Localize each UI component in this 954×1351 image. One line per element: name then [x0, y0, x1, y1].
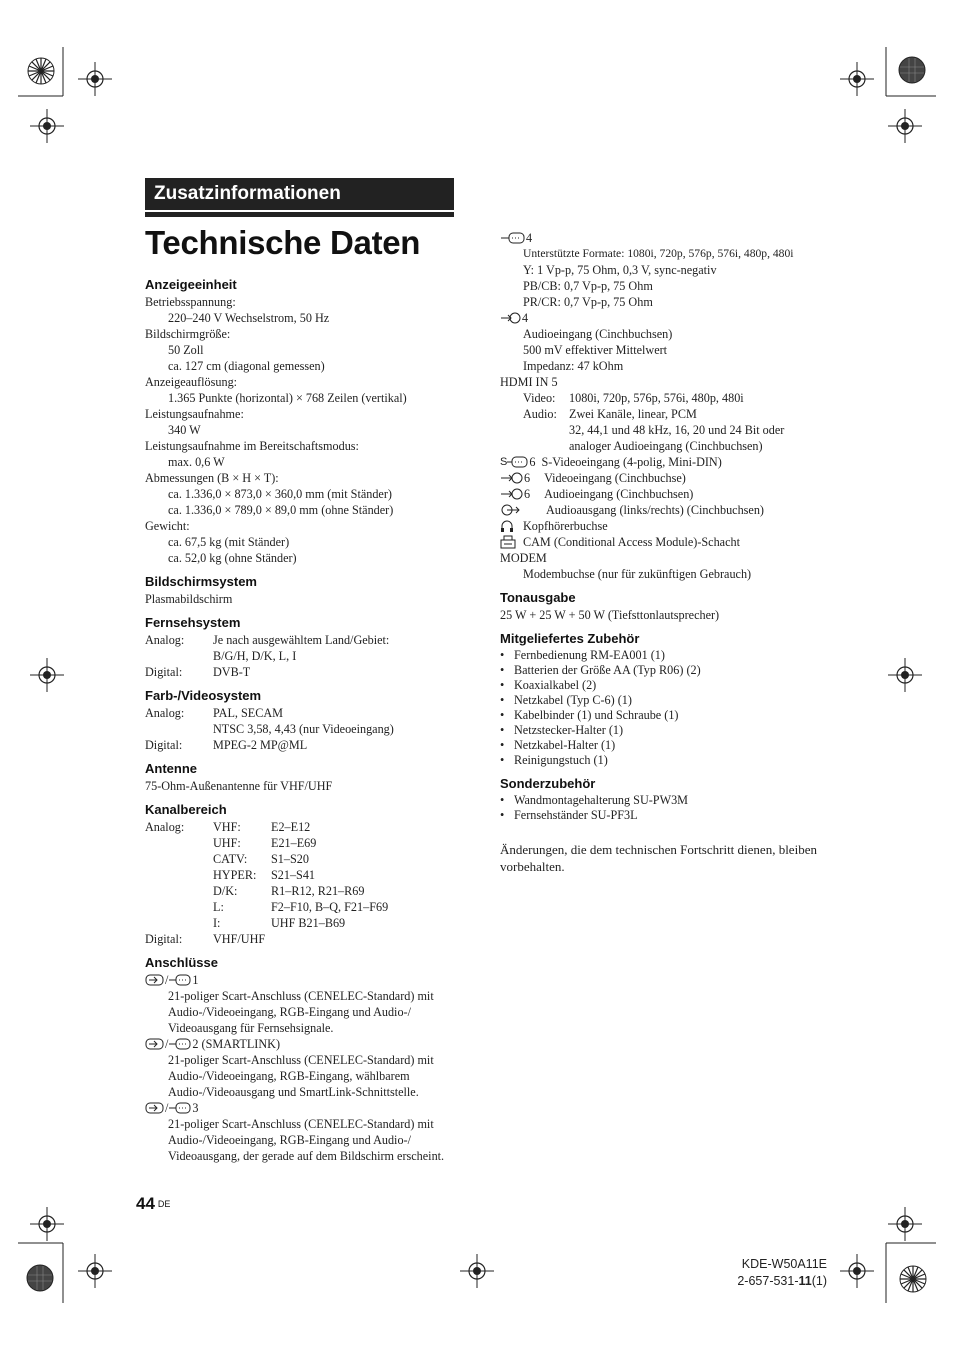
spec-value: 220–240 V Wechselstrom, 50 Hz	[168, 311, 330, 325]
audio-output-icon	[500, 503, 524, 517]
spec-label: Analog:	[145, 706, 185, 720]
spec-label: Video:	[523, 391, 556, 405]
list-item: • Kabelbinder (1) und Schraube (1)	[500, 708, 820, 723]
spec-row	[145, 664, 465, 680]
audio-input-icon	[500, 311, 522, 325]
spec-value: Videoausgang, der gerade auf dem Bildschirm erscheint.	[168, 1149, 445, 1163]
spec-value: Audio-/Videoeingang, RGB-Eingang, wählbarem	[168, 1069, 410, 1083]
spec-row	[145, 931, 465, 947]
spec-value: MPEG-2 MP@ML	[213, 738, 308, 752]
change-note: Änderungen, die dem technischen Fortschritt dienen, bleiben vorbehalten.	[500, 842, 817, 874]
right-column	[500, 230, 820, 875]
spec-value: Modembuchse (nur für zukünftigen Gebrauch)	[523, 567, 752, 581]
spec-label: Leistungsaufnahme:	[145, 407, 244, 421]
spec-value: analoger Audioeingang (Cinchbuchsen)	[569, 439, 763, 453]
spec-value: Unterstützte Formate: 1080i, 720p, 576p, 576i, 480p, 480i	[523, 247, 794, 260]
component-4-label: 4	[500, 230, 820, 246]
channel-row	[145, 915, 465, 931]
spec-value: ca. 127 cm (diagonal gemessen)	[168, 359, 325, 373]
audio-4-label: 4	[500, 310, 820, 326]
spec-value: VHF/UHF	[213, 932, 266, 946]
spec-label: Analog:	[145, 633, 185, 647]
spec-value: B/G/H, D/K, L, I	[213, 649, 297, 663]
scart-icon	[145, 973, 165, 987]
model-info	[737, 1256, 827, 1290]
spec-value: PAL, SECAM	[213, 706, 283, 720]
heading-kanalbereich: Kanalbereich	[145, 802, 227, 817]
band-label: D/K:	[213, 884, 238, 898]
spec-value: 1080i, 720p, 576p, 576i, 480p, 480i	[569, 391, 744, 405]
band-range: F2–F10, B–Q, F21–F69	[271, 900, 389, 914]
channel-row	[145, 835, 465, 851]
spec-label: Abmessungen (B × H × T):	[145, 471, 279, 485]
spec-label: Bildschirmgröße:	[145, 327, 231, 341]
spec-value: Audio-/Videoausgang und SmartLink-Schnittstelle.	[168, 1085, 419, 1099]
spec-value: Audio-/Videoeingang, RGB-Eingang und Audio-/	[168, 1133, 411, 1147]
audio-6-row: 6 Audioeingang (Cinchbuchsen)	[500, 486, 820, 502]
band-range: UHF B21–B69	[271, 916, 346, 930]
spec-label: Gewicht:	[145, 519, 190, 533]
spec-value: PR/CR: 0,7 Vp-p, 75 Ohm	[523, 295, 653, 309]
spec-value: NTSC 3,58, 4,43 (nur Videoeingang)	[213, 722, 394, 736]
spec-value: 75-Ohm-Außenantenne für VHF/UHF	[145, 779, 333, 793]
spec-label: Audio:	[523, 407, 557, 421]
spec-value: Audio-/Videoeingang, RGB-Eingang und Audio-/	[168, 1005, 411, 1019]
list-item: • Wandmontagehalterung SU-PW3M	[500, 793, 820, 808]
list-item: • Netzstecker-Halter (1)	[500, 723, 820, 738]
spec-row	[145, 737, 465, 753]
svideo-icon	[507, 455, 529, 469]
spec-value: Je nach ausgewähltem Land/Gebiet:	[213, 633, 390, 647]
spec-value: ca. 1.336,0 × 789,0 × 89,0 mm (ohne Ständer)	[168, 503, 394, 517]
spec-value: Zwei Kanäle, linear, PCM	[569, 407, 697, 421]
spec-value: DVB-T	[213, 665, 251, 679]
spec-value: 21-poliger Scart-Anschluss (CENELEC-Standard) mit	[168, 989, 434, 1003]
band-label: HYPER:	[213, 868, 257, 882]
list-item: • Batterien der Größe AA (Typ R06) (2)	[500, 663, 820, 678]
heading-tonausgabe: Tonausgabe	[500, 590, 576, 605]
spec-row	[500, 390, 820, 406]
spec-value: 21-poliger Scart-Anschluss (CENELEC-Standard) mit	[168, 1053, 434, 1067]
left-column	[145, 276, 465, 1164]
spec-value: 50 Zoll	[168, 343, 204, 357]
banner-rule	[145, 212, 454, 217]
spec-label: Betriebsspannung:	[145, 295, 236, 309]
spec-value: 340 W	[168, 423, 201, 437]
spec-row	[145, 632, 465, 648]
heading-bildschirmsystem: Bildschirmsystem	[145, 574, 257, 589]
band-range: S1–S20	[271, 852, 309, 866]
channel-row	[145, 867, 465, 883]
band-range: E2–E12	[271, 820, 311, 834]
spec-value: 32, 44,1 und 48 kHz, 16, 20 und 24 Bit oder	[569, 423, 785, 437]
scart-icon	[145, 1101, 165, 1115]
optional-accessory-list	[500, 793, 820, 823]
component-input-icon	[168, 1101, 192, 1115]
list-item: • Fernsehständer SU-PF3L	[500, 808, 820, 823]
section-banner-label: Zusatzinformationen	[154, 183, 341, 204]
scart-1-label: / 1	[145, 972, 465, 988]
spec-label: Digital:	[145, 932, 183, 946]
scart-2-label: / 2 (SMARTLINK)	[145, 1036, 465, 1052]
spec-value: Videoausgang für Fernsehsignale.	[168, 1021, 334, 1035]
modem-label: MODEM	[500, 551, 547, 565]
accessory-list	[500, 648, 820, 768]
spec-value: 1.365 Punkte (horizontal) × 768 Zeilen (vertikal)	[168, 391, 407, 405]
spec-value: PB/CB: 0,7 Vp-p, 75 Ohm	[523, 279, 653, 293]
hdmi-label: HDMI IN 5	[500, 375, 558, 389]
video-input-icon	[500, 471, 524, 485]
band-range: E21–E69	[271, 836, 317, 850]
section-banner	[145, 178, 454, 210]
channel-row	[145, 883, 465, 899]
heading-sonderzubehoer: Sonderzubehör	[500, 776, 596, 791]
list-item: • Koaxialkabel (2)	[500, 678, 820, 693]
heading-antenne: Antenne	[145, 761, 197, 776]
heading-zubehoer: Mitgeliefertes Zubehör	[500, 631, 640, 646]
channel-row	[145, 851, 465, 867]
component-input-icon	[168, 1037, 192, 1051]
spec-row	[145, 705, 465, 721]
spec-value: ca. 67,5 kg (mit Ständer)	[168, 535, 290, 549]
channel-row	[145, 819, 465, 835]
cam-row: CAM (Conditional Access Module)-Schacht	[500, 534, 820, 550]
scart-3-label: / 3	[145, 1100, 465, 1116]
heading-anschluesse: Anschlüsse	[145, 955, 218, 970]
list-item: • Netzkabel (Typ C-6) (1)	[500, 693, 820, 708]
page-number: 44 DE	[136, 1194, 171, 1213]
band-label: VHF:	[213, 820, 241, 834]
video-6-row: 6 Videoeingang (Cinchbuchse)	[500, 470, 820, 486]
channel-row	[145, 899, 465, 915]
heading-fernsehsystem: Fernsehsystem	[145, 615, 241, 630]
spec-label: Digital:	[145, 738, 183, 752]
list-item: • Reinigungstuch (1)	[500, 753, 820, 768]
spec-label: Leistungsaufnahme im Bereitschaftsmodus:	[145, 439, 359, 453]
svideo-6-row: S 6 S-Videoeingang (4-polig, Mini-DIN)	[500, 455, 722, 469]
audio-output-row: Audioausgang (links/rechts) (Cinchbuchsen)	[500, 502, 820, 518]
heading-farbsystem: Farb-/Videosystem	[145, 688, 262, 703]
spec-value: Y: 1 Vp-p, 75 Ohm, 0,3 V, sync-negativ	[523, 263, 717, 277]
spec-value: Plasmabildschirm	[145, 592, 233, 606]
model-number: KDE-W50A11E	[741, 1257, 827, 1271]
spec-label: Anzeigeauflösung:	[145, 375, 238, 389]
band-label: I:	[213, 916, 221, 930]
part-number: 2-657-531-11(1)	[737, 1274, 827, 1288]
list-item: • Netzkabel-Halter (1)	[500, 738, 820, 753]
spec-value: Audioeingang (Cinchbuchsen)	[523, 327, 673, 341]
spec-label: Digital:	[145, 665, 183, 679]
spec-value: max. 0,6 W	[168, 455, 225, 469]
page-title: Technische Daten	[145, 224, 421, 261]
spec-value: 500 mV effektiver Mittelwert	[523, 343, 668, 357]
spec-label: Analog:	[145, 820, 185, 834]
spec-value: Impedanz: 47 kOhm	[523, 359, 624, 373]
scart-icon	[145, 1037, 165, 1051]
band-label: CATV:	[213, 852, 248, 866]
spec-row	[500, 406, 820, 422]
headphone-row: Kopfhörerbuchse	[500, 518, 820, 534]
component-input-icon	[500, 231, 526, 245]
spec-value: 21-poliger Scart-Anschluss (CENELEC-Standard) mit	[168, 1117, 434, 1131]
audio-input-icon	[500, 487, 524, 501]
band-label: UHF:	[213, 836, 241, 850]
component-input-icon	[168, 973, 192, 987]
band-label: L:	[213, 900, 224, 914]
band-range: S21–S41	[271, 868, 316, 882]
headphone-icon	[500, 519, 514, 533]
list-item: • Fernbedienung RM-EA001 (1)	[500, 648, 820, 663]
band-range: R1–R12, R21–R69	[271, 884, 365, 898]
spec-value: ca. 1.336,0 × 873,0 × 360,0 mm (mit Ständer)	[168, 487, 392, 501]
heading-anzeigeeinheit: Anzeigeeinheit	[145, 277, 237, 292]
cam-slot-icon	[500, 535, 516, 549]
spec-value: ca. 52,0 kg (ohne Ständer)	[168, 551, 297, 565]
spec-value: 25 W + 25 W + 50 W (Tiefsttonlautsprecher)	[500, 608, 720, 622]
